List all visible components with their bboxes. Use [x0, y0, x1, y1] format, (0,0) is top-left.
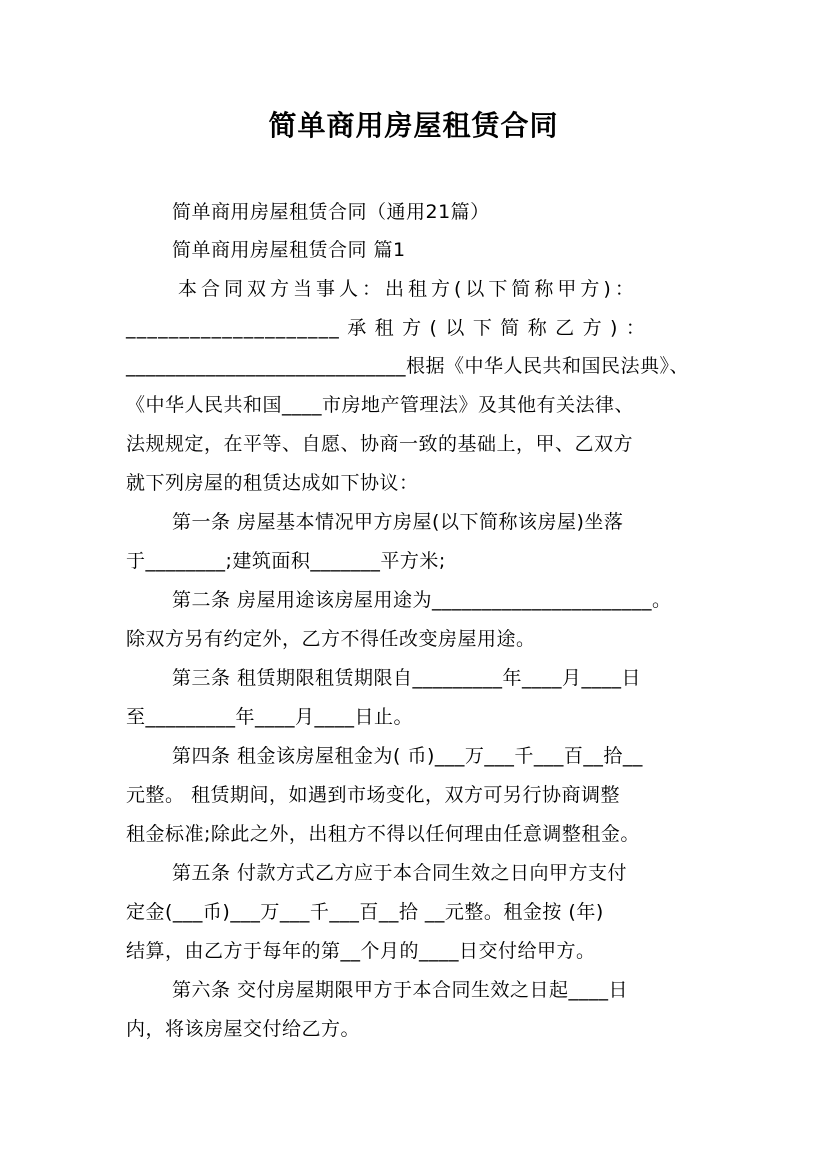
paragraph-line: 法规规定，在平等、自愿、协商一致的基础上，甲、乙双方 — [126, 433, 634, 455]
document-title: 简单商用房屋租赁合同 — [268, 109, 559, 142]
article-line: 租金标准;除此之外，出租方不得以任何理由任意调整租金。 — [126, 823, 640, 845]
article-line: 第五条 付款方式乙方应于本合同生效之日向甲方支付 — [172, 862, 628, 884]
paragraph-line: 本合同双方当事人：出租方(以下简称甲方)： — [178, 278, 638, 300]
article-line: 第二条 房屋用途该房屋用途为______________________。 — [172, 589, 672, 611]
article-line: 于________;建筑面积_______平方米; — [126, 550, 446, 572]
section-heading: 简单商用房屋租赁合同 篇1 — [172, 239, 406, 261]
article-line: 除双方另有约定外，乙方不得任改变房屋用途。 — [126, 628, 536, 650]
article-line: 第六条 交付房屋期限甲方于本合同生效之日起____日 — [172, 979, 629, 1001]
paragraph-line: 《中华人民共和国____市房地产管理法》及其他有关法律、 — [126, 394, 635, 416]
article-line: 定金(___币)___万___千___百__拾 __元整。租金按 (年) — [126, 901, 604, 923]
article-line: 第三条 租赁期限租赁期限自_________年____月____日 — [172, 667, 642, 689]
paragraph-line: ____________________________根据《中华人民共和国民法典》、 — [126, 355, 690, 377]
subtitle-line: 简单商用房屋租赁合同（通用21篇） — [172, 201, 490, 223]
article-line: 第一条 房屋基本情况甲方房屋(以下简称该房屋)坐落 — [172, 511, 624, 533]
article-line: 至_________年____月____日止。 — [126, 706, 414, 728]
article-line: 第四条 租金该房屋租金为( 币)___万___千___百__拾__ — [172, 745, 643, 767]
article-line: 内，将该房屋交付给乙方。 — [126, 1018, 361, 1040]
article-line: 元整。 租赁期间，如遇到市场变化，双方可另行协商调整 — [126, 784, 621, 806]
article-line: 结算，由乙方于每年的第__个月的____日交付给甲方。 — [126, 940, 596, 962]
paragraph-line: ____________________ 承 租 方 ( 以 下 简 称 乙 方 ) ： — [126, 317, 647, 339]
paragraph-line: 就下列房屋的租赁达成如下协议： — [126, 472, 419, 494]
